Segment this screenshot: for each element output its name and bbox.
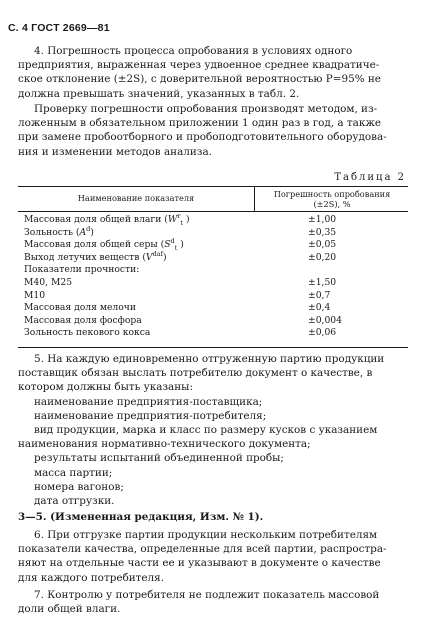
table-row [18,302,408,314]
table-row [18,239,408,251]
text-line: должна превышать значений, указанных в табл. 2. [18,87,300,100]
indicator-name: Массовая доля общей влаги ($W^r_t$ ) [24,211,190,227]
text-line: наименование предприятия-потребителя; [34,409,267,422]
indicator-name: Показатели прочности: [24,264,140,276]
text-line: доли общей влаги. [18,603,121,616]
text-line: Проверку погрешности опробования производят методом, из- [34,103,378,115]
paragraph-check [18,102,410,159]
text-line: 3—5. (Измененная редакция, Изм. № 1). [18,511,264,523]
table-header-divider [254,186,255,211]
indicator-error-value: ±1,00 [308,214,337,225]
indicator-name: Зольность пекового кокса [24,327,151,339]
indicator-name: Массовая доля мелочи [24,302,136,314]
table-row [18,290,408,302]
text-line: котором должны быть указаны: [18,381,193,394]
table-row [18,264,408,276]
table-label: Таблица 2 [334,172,406,183]
page-header: С. 4 ГОСТ 2669—81 [8,22,110,34]
text-line: 5. На каждую единовременно отгруженную партию продукции [34,353,385,365]
text-line: результаты испытаний объединенной пробы; [34,452,284,465]
table-row [18,249,408,264]
indicator-error-value: ±0,05 [308,239,337,251]
text-line: дата отгрузки. [34,495,115,508]
indicator-error-value: ±0,35 [308,226,337,238]
paragraph-7 [18,588,410,616]
text-line: ское отклонение (±2S), с доверительной вероятностью P=95% не [18,73,381,86]
indicator-name: М40, М25 [24,277,73,288]
text-line: наименования нормативно-технического документа; [18,438,311,451]
text-line: няют на отдельные части ее и указывают в документе о качестве [18,557,381,570]
indicator-name: Зольность $(A^d)$ [24,224,94,238]
text-line: 7. Контролю у потребителя не подлежит показатель массовой [34,589,380,601]
text-line: при замене пробоотборного и пробоподготовительного оборудова- [18,131,387,144]
table-bottom-rule [18,347,408,348]
table-row [18,327,408,339]
text-line: ния и изменении методов анализа. [18,145,212,158]
table-header-rule [18,211,408,212]
indicator-error-value: ±0,06 [308,327,337,339]
table-row [18,315,408,327]
indicator-error-value: ±0,4 [308,302,331,314]
indicator-name: М10 [24,289,46,301]
indicator-error-value: ±0,20 [308,251,337,263]
indicator-error-value: ±1,50 [308,277,337,288]
text-line: 6. При отгрузке партии продукции нескольким потребителям [34,529,378,541]
table-row [18,277,408,289]
text-line: для каждого потребителя. [18,571,165,584]
text-line: 4. Погрешность процесса опробования в условиях одного [34,45,353,57]
indicator-error-value: ±0,004 [308,314,343,326]
text-line: номера вагонов; [34,480,124,493]
table-row [18,224,408,239]
table-header-error-line: Погрешность опробования [273,189,391,199]
table-header-name: Наименование показателя [77,193,195,203]
text-line: наименование предприятия-поставщика; [34,395,263,408]
text-line: предприятия, выраженная через удвоенное среднее квадратиче- [18,59,380,72]
paragraph-5 [18,352,410,508]
paragraph-6 [18,528,410,585]
paragraph-4 [18,44,410,101]
table-header-error-line: (±2S), % [313,199,351,209]
indicator-name: Массовая доля фосфора [24,314,142,326]
indicator-name: Массовая доля общей серы ($S^d_t$ ) [24,237,184,253]
text-line: масса партии; [34,466,113,479]
text-line: показатели качества, определенные для всей партии, распростра- [18,543,387,556]
table-header-error [256,189,408,209]
indicator-error-value: ±0,7 [308,289,331,301]
text-line: вид продукции, марка и класс по размеру кусков с указанием [34,424,378,437]
table-row [18,211,408,227]
amendment-note [18,510,410,524]
table-top-rule [18,186,408,187]
indicator-name: Выход летучих веществ $(V^{daf})$ [24,249,167,263]
text-line: ложенным в обязательном приложении 1 один раз в год, а также [18,117,382,130]
text-line: поставщик обязан выслать потребителю документ о качестве, в [18,367,373,380]
